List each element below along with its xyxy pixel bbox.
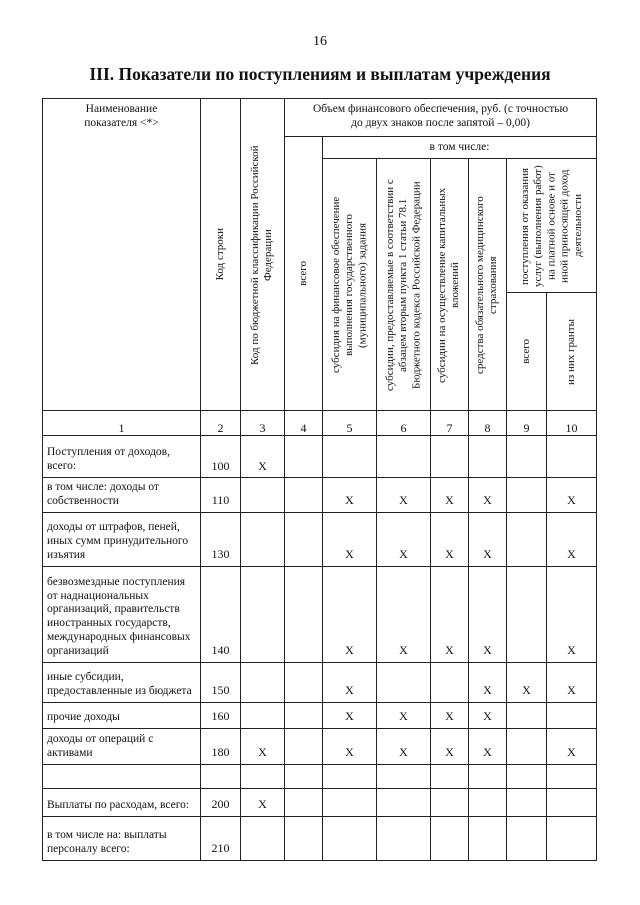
row-mark-cell: [507, 728, 547, 764]
x-mark: X: [399, 709, 408, 724]
row-mark-cell: [285, 764, 323, 788]
header-col8: [469, 159, 507, 411]
x-mark: X: [483, 547, 492, 562]
row-label: Выплаты по расходам, всего:: [43, 788, 201, 816]
col-num: 7: [431, 411, 469, 436]
header-name-column: [43, 99, 201, 411]
col-num: 9: [507, 411, 547, 436]
row-code: 110: [201, 478, 241, 513]
table-row: [43, 436, 597, 478]
row-mark-cell: [431, 662, 469, 702]
row-mark-cell: [469, 764, 507, 788]
x-mark: X: [258, 458, 267, 473]
row-mark-cell: [241, 512, 285, 566]
row-mark-cell: [547, 764, 597, 788]
row-mark-cell: [377, 728, 431, 764]
x-mark: X: [445, 643, 454, 658]
row-label: в том числе: доходы от собственности: [43, 478, 201, 513]
row-mark-cell: [377, 816, 431, 860]
row-mark-cell: [241, 662, 285, 702]
row-mark-cell: [507, 478, 547, 513]
row-mark-cell: [323, 478, 377, 513]
row-mark-cell: [323, 788, 377, 816]
header-including-label: в том числе:: [429, 140, 490, 153]
row-label: в том числе на: выплаты персоналу всего:: [43, 816, 201, 860]
x-mark: X: [445, 493, 454, 508]
finance-table: [42, 98, 597, 861]
row-mark-cell: [285, 788, 323, 816]
row-mark-cell: [431, 728, 469, 764]
row-mark-cell: [547, 816, 597, 860]
row-mark-cell: [431, 764, 469, 788]
row-mark-cell: [323, 816, 377, 860]
row-mark-cell: [469, 436, 507, 478]
header-code-row-label: Код строки: [213, 228, 226, 281]
row-mark-cell: [377, 566, 431, 662]
col-num: 5: [323, 411, 377, 436]
table-row: [43, 764, 597, 788]
table-row: [43, 512, 597, 566]
header-col9: [507, 293, 547, 411]
table-row: [43, 816, 597, 860]
row-mark-cell: [431, 478, 469, 513]
x-mark: X: [399, 745, 408, 760]
x-mark: X: [258, 797, 267, 812]
row-mark-cell: [285, 566, 323, 662]
header-name-label: Наименование показателя <*>: [84, 103, 159, 129]
header-volume: [285, 99, 597, 137]
header-col10-label: из них гранты: [564, 318, 577, 385]
row-code: 160: [201, 702, 241, 728]
row-mark-cell: [241, 816, 285, 860]
header-col6-label: субсидии, предоставляемые в соответствии с абзацем вторым пункта 1 статьи 78.1 Бюджетного кодекса Российской Федерации: [383, 178, 423, 391]
header-col8-label: средства обязательного медицинского страхования: [474, 195, 500, 374]
x-mark: X: [483, 493, 492, 508]
header-code-row: [201, 99, 241, 411]
row-mark-cell: [469, 788, 507, 816]
row-mark-cell: [377, 764, 431, 788]
row-mark-cell: [431, 788, 469, 816]
row-mark-cell: [377, 662, 431, 702]
row-mark-cell: [323, 702, 377, 728]
row-mark-cell: [507, 764, 547, 788]
row-mark-cell: [241, 478, 285, 513]
header-col7-label: субсидии на осуществление капитальных вложений: [436, 186, 462, 383]
row-mark-cell: [547, 788, 597, 816]
row-mark-cell: [507, 702, 547, 728]
row-label: Поступления от доходов, всего:: [43, 436, 201, 478]
x-mark: X: [567, 683, 576, 698]
row-mark-cell: [323, 512, 377, 566]
row-mark-cell: [469, 702, 507, 728]
row-code: 150: [201, 662, 241, 702]
row-mark-cell: [241, 566, 285, 662]
x-mark: X: [445, 745, 454, 760]
row-mark-cell: [431, 436, 469, 478]
x-mark: X: [483, 709, 492, 724]
page-title: III. Показатели по поступлениям и выплатам учреждения: [89, 64, 551, 84]
header-col9-10-label: поступления от оказания услуг (выполнения работ) на платной основе и от иной приносящей доход деятельности: [518, 164, 584, 287]
row-mark-cell: [323, 662, 377, 702]
row-code: 140: [201, 566, 241, 662]
row-mark-cell: [241, 788, 285, 816]
col-num: 1: [43, 411, 201, 436]
row-mark-cell: [285, 436, 323, 478]
table-row: [43, 478, 597, 513]
row-mark-cell: [431, 512, 469, 566]
row-mark-cell: [507, 512, 547, 566]
row-mark-cell: [285, 478, 323, 513]
x-mark: X: [567, 547, 576, 562]
row-mark-cell: [285, 702, 323, 728]
row-mark-cell: [507, 788, 547, 816]
row-mark-cell: [547, 512, 597, 566]
header-total: [285, 137, 323, 411]
row-code: 200: [201, 788, 241, 816]
row-label: иные субсидии, предоставленные из бюджета: [43, 662, 201, 702]
row-mark-cell: [431, 702, 469, 728]
row-mark-cell: [547, 436, 597, 478]
row-mark-cell: [469, 816, 507, 860]
x-mark: X: [567, 643, 576, 658]
row-label: доходы от штрафов, пеней, иных сумм принудительного изъятия: [43, 512, 201, 566]
header-volume-label: Объем финансового обеспечения, руб. (с точностью до двух знаков после запятой – 0,00): [312, 103, 569, 129]
table-row: [43, 788, 597, 816]
table-row: [43, 702, 597, 728]
col-num: 2: [201, 411, 241, 436]
row-mark-cell: [469, 662, 507, 702]
x-mark: X: [345, 643, 354, 658]
x-mark: X: [483, 643, 492, 658]
row-label: прочие доходы: [43, 702, 201, 728]
x-mark: X: [567, 493, 576, 508]
header-budget-code: [241, 99, 285, 411]
header-including: [323, 137, 597, 159]
x-mark: X: [345, 547, 354, 562]
row-mark-cell: [547, 566, 597, 662]
header-col9-label: всего: [519, 339, 532, 364]
row-mark-cell: [469, 566, 507, 662]
x-mark: X: [399, 547, 408, 562]
row-mark-cell: [507, 566, 547, 662]
row-mark-cell: [547, 478, 597, 513]
table-row: [43, 728, 597, 764]
row-code: 130: [201, 512, 241, 566]
x-mark: X: [345, 683, 354, 698]
row-mark-cell: [285, 662, 323, 702]
row-mark-cell: [241, 436, 285, 478]
row-code: 100: [201, 436, 241, 478]
row-label: доходы от операций с активами: [43, 728, 201, 764]
row-mark-cell: [241, 764, 285, 788]
x-mark: X: [258, 745, 267, 760]
row-mark-cell: [285, 728, 323, 764]
row-mark-cell: [469, 728, 507, 764]
col-num: 4: [285, 411, 323, 436]
row-mark-cell: [431, 816, 469, 860]
header-col6: [377, 159, 431, 411]
col-num: 8: [469, 411, 507, 436]
header-col5-label: субсидия на финансовое обеспечение выполнения государственного (муниципального) задания: [329, 196, 369, 373]
header-col7: [431, 159, 469, 411]
x-mark: X: [399, 643, 408, 658]
row-mark-cell: [547, 702, 597, 728]
x-mark: X: [483, 745, 492, 760]
row-mark-cell: [547, 662, 597, 702]
row-mark-cell: [507, 816, 547, 860]
x-mark: X: [345, 493, 354, 508]
header-budget-code-label: Код по бюджетной классификации Российской Федерации: [249, 144, 275, 365]
row-code: 210: [201, 816, 241, 860]
col-num: 6: [377, 411, 431, 436]
x-mark: X: [567, 745, 576, 760]
header-total-label: всего: [296, 261, 309, 286]
row-mark-cell: [431, 566, 469, 662]
row-code: [201, 764, 241, 788]
row-mark-cell: [377, 512, 431, 566]
row-code: 180: [201, 728, 241, 764]
col-num: 3: [241, 411, 285, 436]
row-mark-cell: [241, 728, 285, 764]
row-mark-cell: [377, 702, 431, 728]
x-mark: X: [522, 683, 531, 698]
row-mark-cell: [377, 436, 431, 478]
row-mark-cell: [507, 436, 547, 478]
row-mark-cell: [547, 728, 597, 764]
row-label: [43, 764, 201, 788]
x-mark: X: [345, 709, 354, 724]
header-col5: [323, 159, 377, 411]
row-mark-cell: [241, 702, 285, 728]
row-mark-cell: [507, 662, 547, 702]
row-mark-cell: [285, 512, 323, 566]
column-numbers-row: [43, 411, 597, 436]
table-row: [43, 662, 597, 702]
x-mark: X: [399, 493, 408, 508]
row-mark-cell: [469, 478, 507, 513]
header-col10: [547, 293, 597, 411]
row-mark-cell: [323, 566, 377, 662]
page-number: 16: [313, 34, 327, 49]
x-mark: X: [445, 709, 454, 724]
row-mark-cell: [469, 512, 507, 566]
row-mark-cell: [323, 436, 377, 478]
x-mark: X: [483, 683, 492, 698]
x-mark: X: [345, 745, 354, 760]
table-row: [43, 566, 597, 662]
col-num: 10: [547, 411, 597, 436]
x-mark: X: [445, 547, 454, 562]
row-mark-cell: [377, 478, 431, 513]
header-col9-10: [507, 159, 597, 293]
row-mark-cell: [323, 728, 377, 764]
row-mark-cell: [323, 764, 377, 788]
row-mark-cell: [377, 788, 431, 816]
row-label: безвозмездные поступления от наднациональных организаций, правительств иностранных государств, международных финансовых организаций: [43, 566, 201, 662]
row-mark-cell: [285, 816, 323, 860]
